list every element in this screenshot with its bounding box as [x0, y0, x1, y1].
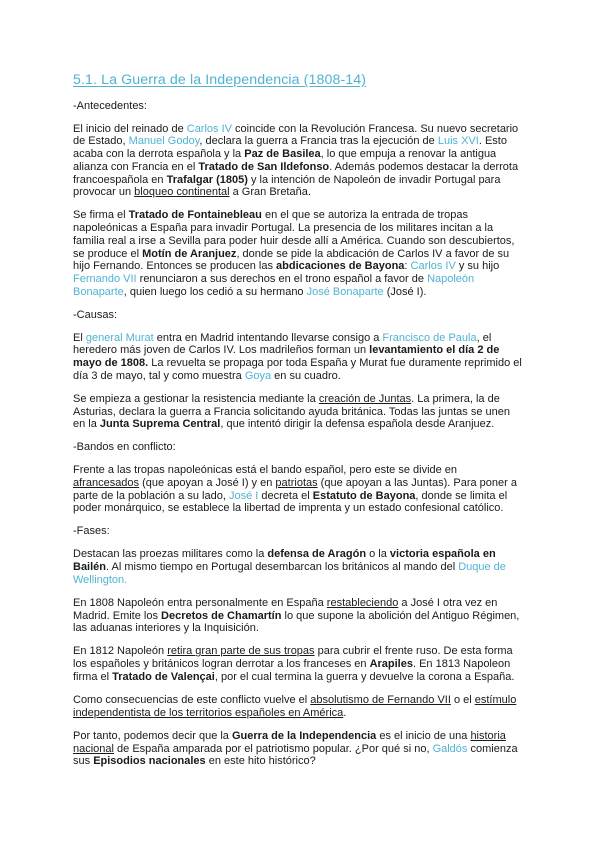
text-run: , declara la guerra a Francia tras la ejecución de — [199, 135, 438, 148]
bold-term: Junta Suprema Central — [99, 418, 221, 431]
text-run: coincide con la Revolución Francesa. Su nuevo secretario de Estado, — [73, 122, 519, 148]
text-run: (que apoyan a las Juntas). Para poner a parte de la población a su lado, — [73, 476, 517, 502]
text-run: , por el cual termina la guerra y devuelve la corona a España. — [214, 670, 515, 683]
bold-term: Trafalgar (1805) — [166, 173, 248, 186]
bold-term: Tratado de Fontainebleau — [128, 209, 262, 222]
paragraph — [73, 464, 524, 515]
paragraph — [73, 123, 524, 199]
wiki-link[interactable]: José I — [228, 489, 259, 502]
text-run: , que intentó dirigir la defensa española desde Aranjuez. — [220, 418, 495, 431]
wiki-link[interactable]: Carlos IV — [186, 122, 232, 135]
text-run: . Al mismo tiempo en Portugal desembarcan los británicos al mando del — [106, 560, 459, 573]
text-run: Por tanto, podemos decir que la — [73, 729, 232, 742]
wiki-link[interactable]: José Bonaparte — [306, 285, 384, 298]
text-run: a José I otra vez en Madrid. Emite los — [73, 596, 498, 622]
bold-term: Estatuto de Bayona — [312, 489, 416, 502]
text-run: Destacan las proezas militares como la — [73, 548, 268, 561]
underlined-term: retira gran parte de sus tropas — [167, 645, 315, 658]
text-run: . La primera, la de Asturias, declara la guerra a Francia solicitando ayuda británica. Todas las juntas se unen en la — [73, 392, 510, 431]
wiki-link[interactable]: Galdós — [432, 742, 468, 755]
underlined-term: bloqueo continental — [134, 186, 230, 199]
underlined-term: afrancesados — [73, 476, 140, 489]
text-run: . En 1813 Napoleon firma el — [73, 658, 511, 683]
wiki-link[interactable]: Francisco de Paula — [382, 331, 477, 344]
underlined-term: estímulo independentista de los territorios españoles en América — [73, 694, 517, 719]
text-run: . Esto acaba con la derrota española y la — [73, 135, 507, 161]
text-run: , quien luego los cedió a su hermano — [123, 285, 307, 298]
paragraph — [73, 548, 524, 586]
text-run: . — [343, 706, 347, 719]
text-run: en su cuadro. — [271, 369, 341, 382]
text-run: , el heredero más joven de Carlos IV. Los madrileños forman un — [73, 331, 492, 357]
underlined-term: absolutismo de Fernando VII — [310, 694, 451, 707]
text-run: . Además podemos destacar la derrota francoespañola en — [73, 160, 519, 186]
section-heading: -Bandos en conflicto: — [73, 441, 176, 454]
wiki-link[interactable]: Goya — [244, 369, 272, 382]
text-run: o la — [366, 548, 390, 561]
wiki-link[interactable]: Manuel Godoy — [128, 135, 200, 148]
bold-term: victoria española en Bailén — [73, 548, 496, 573]
paragraph — [73, 332, 524, 383]
text-run: En 1808 Napoleón entra personalmente en España — [73, 596, 327, 609]
paragraph — [73, 694, 524, 719]
text-run: decreta el — [258, 489, 313, 502]
bold-term: Tratado de Valençai — [112, 670, 215, 683]
text-run: Como consecuencias de este conflicto vuelve el — [73, 694, 311, 707]
section-heading: -Fases: — [73, 525, 110, 538]
bold-term: Motín de Aranjuez — [142, 247, 237, 260]
text-run: entra en Madrid intentando llevarse consigo a — [153, 331, 383, 344]
text-run: y su hijo — [455, 260, 500, 273]
text-run: en este hito histórico? — [205, 755, 316, 768]
text-run: : — [404, 260, 411, 273]
wiki-link[interactable]: Duque de Wellington. — [73, 560, 506, 586]
text-run: (José I). — [383, 285, 427, 298]
text-run: El inicio del reinado de — [73, 122, 187, 135]
text-run: en el que se autoriza la entrada de tropas napoleónicas a España para invadir Portugal. La presencia de los militares incitan a la familia real a irse a Sevilla para poder huir desde allí a América. Cuando son descubiertos, se produce el — [73, 209, 515, 260]
wiki-link[interactable]: general Murat — [85, 331, 154, 344]
section-heading: -Antecedentes: — [73, 100, 147, 112]
text-run: , donde se limita el poder monárquico, se establece la libertad de imprenta y un estado confesional católico. — [73, 489, 508, 515]
text-run: es el inicio de una — [376, 729, 471, 742]
bold-term: Episodios nacionales — [93, 755, 206, 768]
page-title: 5.1. La Guerra de la Independencia (1808-14) — [73, 72, 367, 88]
text-run: (que apoyan a José I) y en — [139, 476, 276, 489]
wiki-link[interactable]: Napoleón Bonaparte — [73, 272, 475, 298]
text-run: Se firma el — [73, 209, 129, 222]
underlined-term: historia nacional — [73, 729, 506, 755]
wiki-link[interactable]: Luis XVI — [437, 135, 479, 148]
text-run: Se empieza a gestionar la resistencia mediante la — [73, 392, 319, 405]
text-run: La revuelta se propaga por toda España y Murat fue duramente reprimido el día 3 de mayo, tal y como muestra — [73, 356, 522, 382]
wiki-link[interactable]: Carlos IV — [410, 260, 456, 273]
paragraph — [73, 393, 524, 431]
underlined-term: restableciendo — [326, 596, 399, 609]
bold-term: abdicaciones de Bayona — [276, 260, 405, 273]
underlined-term: creación de Juntas — [318, 392, 412, 405]
bold-term: Paz de Basilea — [244, 148, 321, 161]
text-run: Frente a las tropas napoleónicas está el bando español, pero este se divide en — [73, 464, 458, 477]
text-run: o el — [450, 694, 475, 707]
bold-term: defensa de Aragón — [267, 548, 367, 561]
paragraph — [73, 730, 524, 768]
text-run: lo que supone la abolición del Antiguo Régimen, las aduanas interiores y la Inquisición. — [73, 609, 520, 635]
bold-term: Guerra de la Independencia — [231, 729, 377, 742]
paragraph — [73, 645, 524, 683]
underlined-term: patriotas — [275, 476, 318, 489]
text-run: para cubrir el frente ruso. De esta forma los españoles y británicos logran derrotar a los franceses en — [73, 645, 513, 671]
text-run: El — [73, 331, 86, 344]
text-run: renunciaron a sus derechos en el trono español a favor de — [136, 272, 428, 285]
text-run: y la intención de Napoleón de invadir Portugal para provocar un — [73, 173, 501, 199]
text-run: comienza sus — [73, 742, 518, 768]
paragraph — [73, 597, 524, 635]
wiki-link[interactable]: Fernando VII — [73, 272, 137, 285]
bold-term: Tratado de San Ildefonso — [198, 160, 330, 173]
paragraph — [73, 209, 524, 298]
text-run: de España amparada por el patriotismo popular. ¿Por qué si no, — [113, 742, 433, 755]
bold-term: Decretos de Chamartín — [161, 609, 282, 622]
bold-term: levantamiento el día 2 de mayo de 1808. — [73, 344, 500, 369]
text-run: a Gran Bretaña. — [229, 186, 311, 199]
text-run: , lo que empuja a renovar la antigua alianza con Francia en el — [73, 148, 497, 173]
bold-term: Arapiles — [369, 658, 413, 671]
document-body — [73, 100, 524, 768]
section-heading: -Causas: — [73, 308, 118, 321]
text-run: , donde se pide la abdicación de Carlos IV a favor de su hijo Fernando. Entonces se producen las — [73, 247, 510, 273]
text-run: En 1812 Napoleón — [73, 645, 168, 658]
